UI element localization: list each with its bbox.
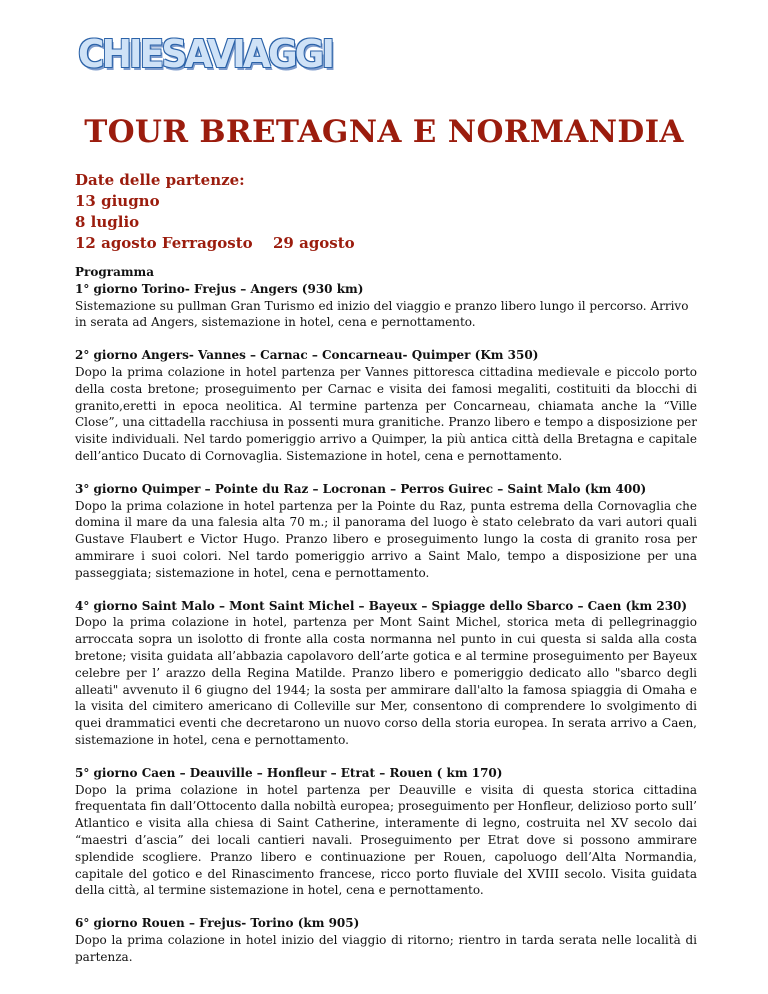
day-title: 6° giorno Rouen – Frejus- Torino (km 905)	[75, 916, 360, 931]
date-item: 13 giugno	[75, 192, 160, 210]
dates-heading: Date delle partenze:	[75, 171, 245, 189]
logo-text: CHIESAVIAGGI	[78, 32, 333, 76]
day-description: Dopo la prima colazione in hotel partenza per Vannes pittoresca cittadina medievale e piccolo porto della costa bretone; proseguimento per Carnac e visita dei famosi megaliti, costituiti da blocchi di granito,eretti in epoca neolitica. Al termine partenza per Concarneau, chiamata anche la “Ville Close”, una cittadella racchiusa in possenti mura granitiche. Pranzo libero e tempo a disposizione per visite individuali. Nel tardo pomeriggio arrivo a Quimper, la più antica città della Bretagna e capitale dell’antico Ducato di Cornovaglia. Sistemazione in hotel, cena e pernottamento.	[75, 364, 697, 463]
day-6	[75, 915, 697, 965]
day-3	[75, 481, 697, 582]
day-1	[75, 281, 697, 331]
day-title: 3° giorno Quimper – Pointe du Raz – Locronan – Perros Guirec – Saint Malo (km 400)	[75, 481, 647, 496]
date-item: 12 agosto Ferragosto	[75, 234, 253, 252]
day-title: 5° giorno Caen – Deauville – Honfleur – Etrat – Rouen ( km 170)	[75, 765, 503, 780]
itinerary	[75, 264, 697, 981]
departure-dates	[75, 170, 355, 254]
day-2	[75, 347, 697, 465]
day-description: Dopo la prima colazione in hotel partenza per Deauville e visita di questa storica cittadina frequentata fin dall’Ottocento dalla nobiltà europea; proseguimento per Honfleur, delizioso porto sull’ Atlantico e visita alla chiesa di Saint Catherine, interamente di legno, costruita nel XV secolo dai “maestri d’ascia” dei locali cantieri navali. Proseguimento per Etrat dove si possono ammirare splendide scogliere. Pranzo libero e continuazione per Rouen, capoluogo dell’Alta Normandia, capitale del gotico e del Rinascimento francese, ricco porto fluviale del XVIII secolo. Visita guidata della città, al termine sistemazione in hotel, cena e pernottamento.	[75, 782, 697, 898]
day-description: Dopo la prima colazione in hotel partenza per la Pointe du Raz, punta estrema della Cornovaglia che domina il mare da una falesia alta 70 m.; il panorama del luogo è stato celebrato da vari autori quali Gustave Flaubert e Victor Hugo. Pranzo libero e proseguimento lungo la costa di granito rosa per ammirare i suoi colori. Nel tardo pomeriggio arrivo a Saint Malo, tempo a disposizione per una passeggiata; sistemazione in hotel, cena e pernottamento.	[75, 498, 697, 580]
date-item: 8 luglio	[75, 213, 140, 231]
program-heading: Programma	[75, 265, 155, 279]
day-description: Sistemazione su pullman Gran Turismo ed inizio del viaggio e pranzo libero lungo il percorso. Arrivo in serata ad Angers, sistemazione in hotel, cena e pernottamento.	[75, 298, 689, 330]
page-title: TOUR BRETAGNA E NORMANDIA	[84, 114, 684, 150]
date-item-extra: 29 agosto	[273, 234, 355, 252]
chiesaviaggi-logo	[78, 32, 332, 76]
day-title: 4° giorno Saint Malo – Mont Saint Michel – Bayeux – Spiagge dello Sbarco – Caen (km 230)	[75, 598, 688, 613]
day-description: Dopo la prima colazione in hotel inizio del viaggio di ritorno; rientro in tarda serata nelle località di partenza.	[75, 932, 697, 964]
day-title: 2° giorno Angers- Vannes – Carnac – Concarneau- Quimper (Km 350)	[75, 348, 539, 363]
day-description: Dopo la prima colazione in hotel, partenza per Mont Saint Michel, storica meta di pellegrinaggio arroccata sopra un isolotto di fronte alla costa normanna nel punto in cui questa si salda alla costa bretone; visita guidata all’abbazia capolavoro dell’arte gotica e al termine proseguimento per Bayeux celebre per l’ arazzo della Regina Matilde. Pranzo libero e pomeriggio dedicato allo "sbarco degli alleati" avvenuto il 6 giugno del 1944; la sosta per ammirare dall'alto la famosa spiaggia di Omaha e la visita del cimitero americano di Colleville sur Mer, consentono di comprendere lo svolgimento di quei drammatici eventi che decretarono un nuovo corso della storia europea. In serata arrivo a Caen, sistemazione in hotel, cena e pernottamento.	[75, 615, 697, 747]
day-4	[75, 598, 697, 749]
day-5	[75, 765, 697, 899]
day-title: 1° giorno Torino- Frejus – Angers (930 km)	[75, 281, 364, 296]
